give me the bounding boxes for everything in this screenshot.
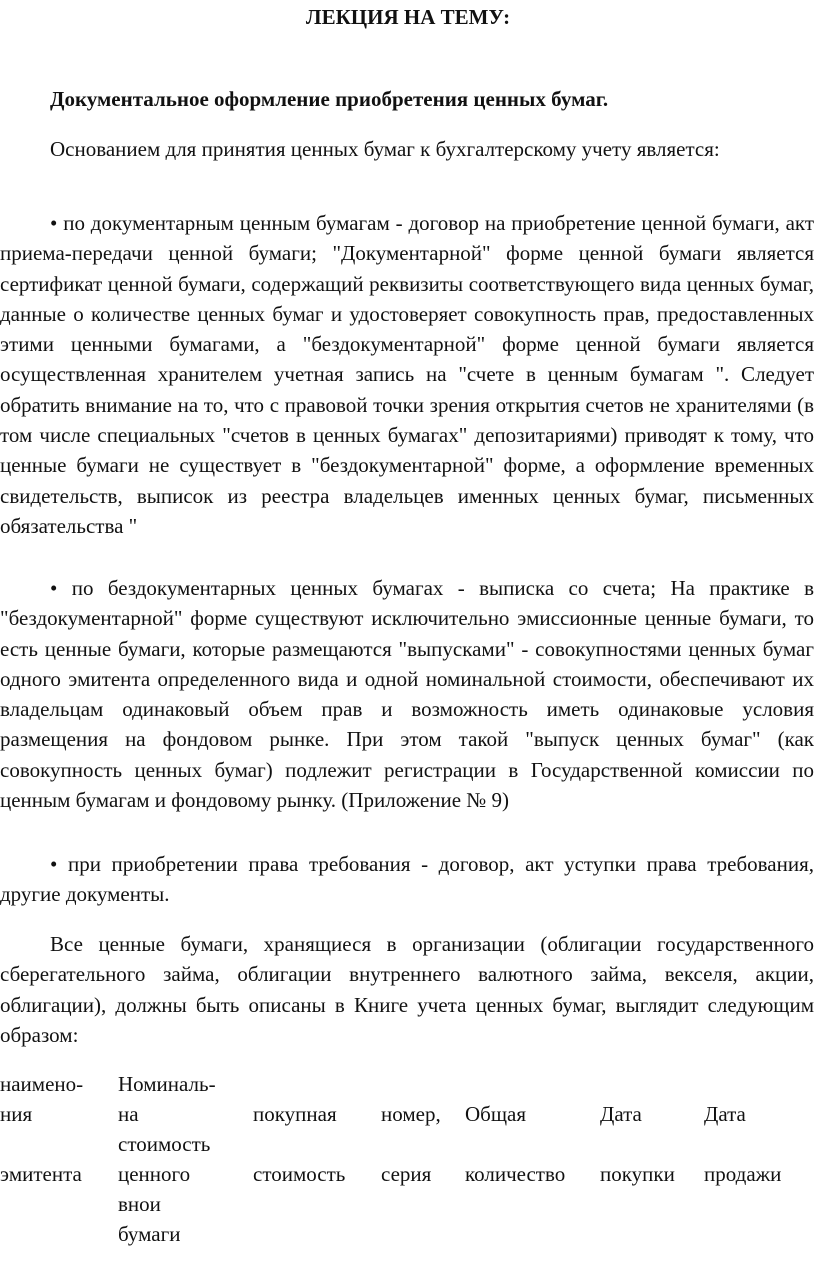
table-header-cell: бумаги <box>118 1222 181 1246</box>
table-header-cell <box>381 1129 441 1159</box>
table-header-cell: покупная <box>253 1102 337 1126</box>
table-header-cell: на <box>118 1102 139 1126</box>
table-header-cell <box>381 1069 441 1099</box>
table-header-cell: Общая <box>465 1102 527 1126</box>
table-header-cell: количество <box>465 1162 566 1186</box>
table-header-cell: Номиналь- <box>118 1072 216 1096</box>
table-header-cell: ния <box>0 1102 33 1126</box>
paragraph-basis: Основанием для принятия ценных бумаг к бухгалтерскому учету является: <box>50 137 720 161</box>
table-header-cell: покупки <box>600 1162 675 1186</box>
table-column-sale-date <box>704 1069 781 1189</box>
table-column-nominal-value <box>118 1069 216 1249</box>
table-header-cell: ценного <box>118 1162 191 1186</box>
table-header-cell <box>465 1069 565 1099</box>
table-header-cell: эмитента <box>0 1162 82 1186</box>
table-header-cell: Дата <box>600 1102 642 1126</box>
paragraph-securities-book: Все ценные бумаги, хранящиеся в организации (облигации государственного сберегательного займа, облигации внутреннего валютного займа, векселя, акции, облигации), должны быть описаны в Книге учета ценных бумаг, выглядит следующим образом: <box>0 932 814 1047</box>
table-header-cell: стоимость <box>118 1132 211 1156</box>
table-header-cell <box>704 1129 781 1159</box>
table-column-issuer-name <box>0 1069 83 1189</box>
document-subtitle: Документальное оформление приобретения ценных бумаг. <box>50 87 609 111</box>
table-header-cell: серия <box>381 1162 432 1186</box>
table-column-number-series <box>381 1069 441 1189</box>
table-header-cell <box>704 1069 781 1099</box>
table-header-cell <box>0 1129 83 1159</box>
table-header-cell: наимено- <box>0 1072 84 1096</box>
table-header-cell <box>600 1069 675 1099</box>
table-header-cell <box>253 1069 345 1099</box>
paragraph-documentary-securities: • по документарным ценным бумагам - договор на приобретение ценной бумаги, акт приема-передачи ценной бумаги; "Документарной" форме ценной бумаги является сертификат ценной бумаги, содержащий реквизиты соответствующего вида ценных бумаг, данные о количестве ценных бумаг и удостоверяет совокупность прав, предоставленных этими ценными бумагами, а "бездокументарной" форме ценной бумаги является осуществленная хранителем учетная запись на "счете в ценным бумагам ". Следует обратить внимание на то, что с правовой точки зрения открытия счетов не хранителями (в том числе специальных "счетов в ценных бумагах" депозитариями) приводят к тому, что ценные бумаги не существует в "бездокументарной" форме, а оформление временных свидетельств, выписок из реестра владельцев именных ценных бумаг, письменных обязательства " <box>0 211 814 538</box>
table-column-purchase-cost <box>253 1069 345 1189</box>
table-header-cell <box>600 1129 675 1159</box>
table-header-cell: Дата <box>704 1102 746 1126</box>
paragraph-paperless-securities: • по бездокументарных ценных бумагах - выписка со счета; На практике в "бездокументарной" форме существуют исключительно эмиссионные ценные бумаги, то есть ценные бумаги, которые размещаются "выпусками" - совокупностями ценных бумаг одного эмитента определенного вида и одной номинальной стоимости, обеспечивают их владельцам одинаковый объем прав и возможность иметь одинаковые условия размещения на фондовом рынке. При этом такой "выпуск ценных бумаг" (как совокупность ценных бумаг) подлежит регистрации в Государственной комиссии по ценным бумагам и фондовому рынку. (Приложение № 9) <box>0 576 814 813</box>
paragraph-claim-rights: • при приобретении права требования - договор, акт уступки права требования, другие документы. <box>0 852 814 907</box>
table-header-cell: номер, <box>381 1102 441 1126</box>
table-header-cell: продажи <box>704 1162 782 1186</box>
table-column-total-quantity <box>465 1069 565 1189</box>
table-header-cell <box>465 1129 565 1159</box>
table-header-cell <box>253 1129 345 1159</box>
table-header-cell: внои <box>118 1192 161 1216</box>
table-column-purchase-date <box>600 1069 675 1189</box>
table-header-cell: стоимость <box>253 1162 346 1186</box>
lecture-heading: ЛЕКЦИЯ НА ТЕМУ: <box>305 5 511 29</box>
